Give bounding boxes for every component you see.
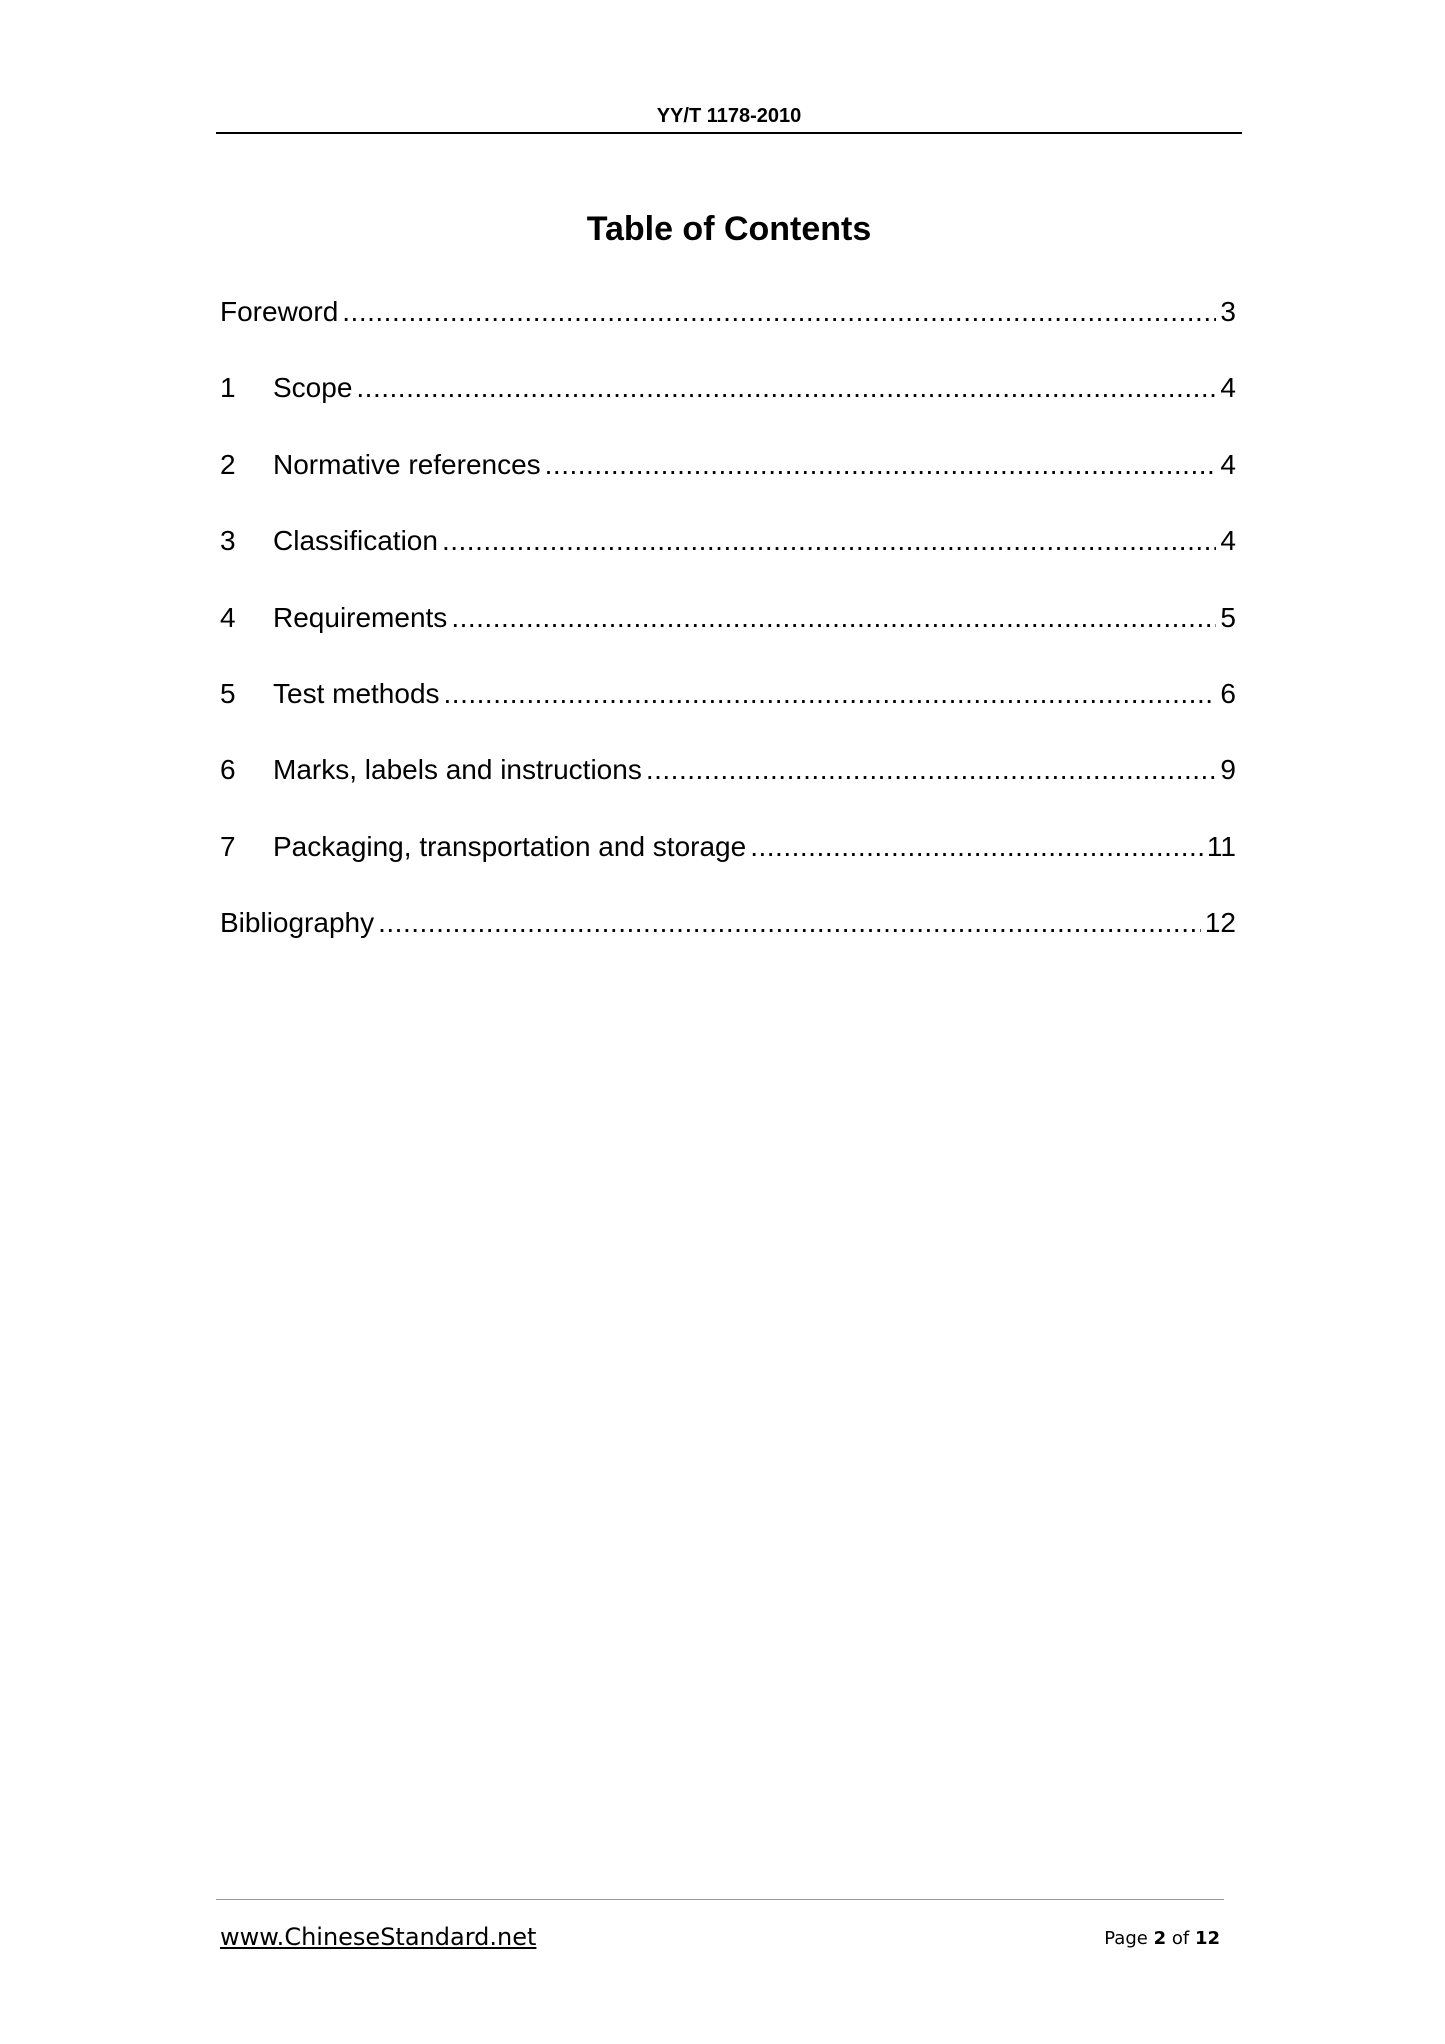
toc-entry-number: 1 — [220, 372, 236, 404]
current-page-number: 2 — [1153, 1928, 1167, 1949]
toc-dot-leader — [646, 750, 1217, 790]
toc-entry-label: Packaging, transportation and storage — [273, 830, 747, 862]
toc-entry-foreword[interactable] — [220, 292, 1236, 368]
toc-entry-page: 3 — [1220, 296, 1236, 327]
toc-entry-page: 4 — [1220, 372, 1236, 404]
toc-entry-packaging-transportation-storage[interactable] — [220, 827, 1236, 903]
footer-divider — [216, 1899, 1224, 1900]
toc-entry-page: 4 — [1220, 448, 1236, 480]
toc-entry-page: 9 — [1220, 754, 1236, 786]
toc-entry-page: 6 — [1220, 677, 1236, 709]
toc-entry-label: Bibliography — [220, 907, 375, 939]
toc-entry-normative-references[interactable] — [220, 445, 1236, 521]
toc-entry-number: 2 — [220, 448, 236, 480]
toc-entry-label: Requirements — [273, 601, 448, 633]
toc-entry-label: Test methods — [273, 677, 440, 709]
page-header — [216, 100, 1242, 134]
of-word: of — [1171, 1928, 1190, 1949]
toc-entry-label: Normative references — [273, 448, 541, 480]
toc-entry-scope[interactable] — [220, 368, 1236, 444]
website-link[interactable]: www.ChineseStandard.net — [220, 1923, 537, 1951]
page-indicator — [1104, 1924, 1220, 1954]
toc-entry-number: 5 — [220, 677, 236, 709]
toc-entry-test-methods[interactable] — [220, 674, 1236, 750]
toc-entry-page: 4 — [1220, 525, 1236, 557]
standard-code: YY/T 1178-2010 — [656, 105, 802, 127]
toc-dot-leader — [356, 368, 1216, 408]
page-word: Page — [1104, 1928, 1148, 1949]
toc-dot-leader — [378, 903, 1201, 943]
toc-entry-label: Marks, labels and instructions — [273, 754, 642, 786]
toc-dot-leader — [442, 521, 1216, 561]
toc-entry-page: 11 — [1206, 830, 1236, 862]
toc-entry-number: 7 — [220, 830, 236, 862]
toc-dot-leader — [545, 445, 1217, 485]
toc-entry-marks-labels-instructions[interactable] — [220, 750, 1236, 826]
toc-entry-label: Classification — [273, 525, 438, 557]
toc-entry-bibliography[interactable] — [220, 903, 1236, 979]
toc-entry-classification[interactable] — [220, 521, 1236, 597]
toc-entry-label: Foreword — [220, 296, 339, 327]
table-of-contents — [220, 292, 1236, 980]
toc-entry-requirements[interactable] — [220, 598, 1236, 674]
toc-dot-leader — [342, 292, 1216, 332]
toc-entry-page: 5 — [1220, 601, 1236, 633]
toc-entry-number: 6 — [220, 754, 236, 786]
toc-dot-leader — [750, 827, 1203, 867]
toc-entry-number: 3 — [220, 525, 236, 557]
total-pages-number: 12 — [1194, 1928, 1220, 1949]
toc-title: Table of Contents — [586, 210, 872, 248]
toc-entry-number: 4 — [220, 601, 236, 633]
toc-entry-label: Scope — [273, 372, 353, 404]
toc-dot-leader — [444, 674, 1217, 714]
toc-entry-page: 12 — [1204, 907, 1236, 939]
toc-dot-leader — [451, 598, 1216, 638]
